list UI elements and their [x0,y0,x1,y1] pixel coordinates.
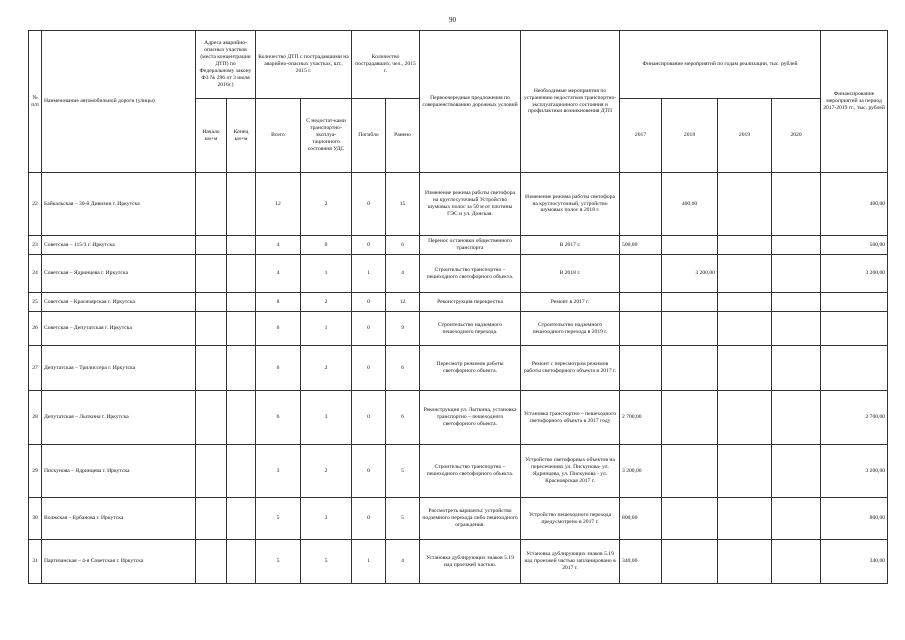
cell-total: 3 [256,445,301,498]
cell-total: 6 [256,391,301,445]
cell-num: 28 [29,391,42,445]
cell-2020 [772,312,821,346]
cell-2017: 340,00 [620,540,662,584]
cell-2018 [662,391,718,445]
cell-2018 [662,312,718,346]
cell-2017: 3 200,00 [620,445,662,498]
cell-priority: Изменение режима работы светофора на круглосуточный Устройство шумовых полос за 50 м от плотины ГЭС и ул. Донская. [420,173,521,236]
header-funding-total: Финансирование мероприятий за период 2017-2019 гг., тыс. рублей [821,31,888,173]
cell-2017 [620,312,662,346]
cell-end [227,236,256,255]
header-dtp-uds: С недостат-ками транспортно-эксплуа-тационного состояния УДС [301,99,352,173]
table-row [29,173,888,236]
cell-measures: Ремонт в 2017 г. [521,293,620,312]
cell-total: 12 [256,173,301,236]
header-start: Начало км+м [196,99,227,173]
cell-start [196,498,227,540]
cell-uds: 2 [301,445,352,498]
cell-sum: 400,00 [821,173,888,236]
cell-road: Советская – Красноярская г. Иркутска [42,293,196,312]
table-row [29,293,888,312]
cell-uds: 3 [301,391,352,445]
cell-num: 24 [29,255,42,293]
cell-start [196,293,227,312]
cell-sum [821,293,888,312]
cell-priority: Пересмотр режимов работы светофорного объекта. [420,346,521,391]
cell-sum: 340,00 [821,540,888,584]
cell-end [227,312,256,346]
cell-uds: 0 [301,236,352,255]
cell-killed: 1 [352,255,386,293]
cell-priority: Рассмотреть варианты: устройство подземного перехода либо пешеходного ограждения. [420,498,521,540]
cell-2020 [772,540,821,584]
cell-2020 [772,236,821,255]
table-row [29,236,888,255]
cell-injured: 5 [386,445,420,498]
cell-injured: 6 [386,236,420,255]
cell-2017: 2 700,00 [620,391,662,445]
cell-measures: Ремонт с пересмотром режимов работы светофорного объекта в 2017 г. [521,346,620,391]
cell-num: 23 [29,236,42,255]
cell-injured: 5 [386,498,420,540]
header-2018: 2018 [662,99,718,173]
cell-priority: Строительство надземного пешеходного перехода. [420,312,521,346]
cell-road: Советская – 115/3 г. Иркутска [42,236,196,255]
header-dtp-count: Количество ДТП с пострадавшими на аварийно-опасных участках, шт., 2015 г. [256,31,352,99]
cell-2019 [718,391,772,445]
cell-sum: 2 700,00 [821,391,888,445]
road-safety-table [28,30,888,584]
cell-killed: 1 [352,540,386,584]
cell-2018 [662,236,718,255]
header-2017: 2017 [620,99,662,173]
cell-num: 22 [29,173,42,236]
cell-2018: 3 200,00 [662,255,718,293]
cell-2019 [718,312,772,346]
table-row [29,312,888,346]
cell-priority: Строительство транспортно – пешеходного светофорного объекта. [420,255,521,293]
cell-killed: 0 [352,498,386,540]
cell-uds: 5 [301,540,352,584]
header-dtp-total: Всего [256,99,301,173]
cell-num: 31 [29,540,42,584]
cell-sum [821,312,888,346]
table-row [29,346,888,391]
cell-uds: 1 [301,312,352,346]
cell-num: 30 [29,498,42,540]
cell-road: Депутатская – Лыткина г. Иркутска [42,391,196,445]
cell-sum [821,346,888,391]
cell-priority: Реконструкция ул. Лыткина, установка транспортно – пешеходного светофорного объекта. [420,391,521,445]
cell-measures: Установка дублирующих знаков 5.19 над проезжей частью запланировано в 2017 г. [521,540,620,584]
cell-injured: 4 [386,255,420,293]
cell-killed: 0 [352,312,386,346]
cell-2017: 800,00 [620,498,662,540]
cell-start [196,236,227,255]
cell-uds: 3 [301,498,352,540]
cell-priority: Строительство транспортно – пешеходного светофорного объекта. [420,445,521,498]
cell-priority: Установка дублирующих знаков 5.19 над проезжей частью. [420,540,521,584]
cell-total: 5 [256,540,301,584]
cell-2018 [662,445,718,498]
cell-killed: 0 [352,346,386,391]
cell-2017 [620,255,662,293]
cell-measures: В 2018 г. [521,255,620,293]
cell-end [227,391,256,445]
cell-2019 [718,445,772,498]
cell-killed: 0 [352,173,386,236]
table-row [29,255,888,293]
cell-road: Волжская – Ербанова г. Иркутска [42,498,196,540]
cell-2020 [772,498,821,540]
cell-priority: Реконструкция перекрестка [420,293,521,312]
cell-injured: 15 [386,173,420,236]
cell-total: 8 [256,293,301,312]
cell-2018 [662,540,718,584]
cell-uds: 2 [301,346,352,391]
cell-measures: В 2017 г. [521,236,620,255]
cell-start [196,173,227,236]
cell-measures: Устройство пешеходного перехода предусмотрено в 2017 г. [521,498,620,540]
cell-2017 [620,293,662,312]
header-2019: 2019 [718,99,772,173]
cell-2019 [718,255,772,293]
cell-2019 [718,540,772,584]
header-killed: Погибло [352,99,386,173]
cell-end [227,498,256,540]
cell-2020 [772,391,821,445]
cell-2020 [772,445,821,498]
header-road: Наименование автомобильной дороги (улицы) [42,31,196,173]
cell-2017 [620,173,662,236]
page-number: 90 [449,16,456,24]
header-injured: Ранено [386,99,420,173]
cell-road: Советская – Депутатская г. Иркутска [42,312,196,346]
cell-total: 6 [256,312,301,346]
cell-2017: 500,00 [620,236,662,255]
header-victims: Количество пострадавших, чел., 2015 г. [352,31,420,99]
cell-measures: Изменение режима работы светофора на круглосуточный, устройство шумовых полос в 2018 г. [521,173,620,236]
cell-num: 27 [29,346,42,391]
cell-2019 [718,498,772,540]
cell-injured: 9 [386,312,420,346]
cell-uds: 1 [301,255,352,293]
cell-priority: Перенос остановки общественного транспорта [420,236,521,255]
cell-sum: 3 200,00 [821,445,888,498]
cell-total: 4 [256,255,301,293]
table-row [29,540,888,584]
header-end: Конец км+м [227,99,256,173]
cell-killed: 0 [352,236,386,255]
cell-start [196,255,227,293]
cell-2019 [718,293,772,312]
header-priority: Первоочередные предложения по совершенствованию дорожных условий [420,31,521,173]
cell-killed: 0 [352,445,386,498]
cell-road: Депутатская – Трилиссера г. Иркутска [42,346,196,391]
cell-sum: 800,00 [821,498,888,540]
header-measures: Необходимые мероприятия по устранению недостатков транспортно-эксплуатационного состояния и профилактики возникновения ДТП [521,31,620,173]
header-2020: 2020 [772,99,821,173]
cell-start [196,445,227,498]
cell-num: 25 [29,293,42,312]
cell-injured: 12 [386,293,420,312]
header-funding-years: Финансирование мероприятий по годам реализации, тыс. рублей [620,31,821,99]
cell-num: 29 [29,445,42,498]
cell-start [196,391,227,445]
cell-sum: 500,00 [821,236,888,255]
cell-num: 26 [29,312,42,346]
cell-end [227,540,256,584]
cell-2019 [718,346,772,391]
cell-road: Байкальская – 30-й Дивизии г. Иркутска [42,173,196,236]
table-row [29,498,888,540]
cell-measures: Установка транспортно – пешеходного светофорного объекта в 2017 году [521,391,620,445]
cell-sum: 3 200,00 [821,255,888,293]
cell-start [196,346,227,391]
cell-2018 [662,498,718,540]
cell-end [227,445,256,498]
cell-2018 [662,346,718,391]
cell-road: Партизанская – 4-я Советская г. Иркутска [42,540,196,584]
cell-road: Советская – Ядринцева г. Иркутска [42,255,196,293]
cell-start [196,540,227,584]
cell-killed: 0 [352,391,386,445]
cell-2020 [772,293,821,312]
cell-2018: 400,00 [662,173,718,236]
cell-2019 [718,173,772,236]
cell-injured: 6 [386,346,420,391]
cell-killed: 0 [352,293,386,312]
cell-end [227,173,256,236]
cell-start [196,312,227,346]
header-address: Адреса аварийно-опасных участков (места концентрации ДТП) по Федеральному закону ФЗ № 296 от 3 июля 2016г.) [196,31,256,99]
header-num: № п/п [29,31,42,173]
cell-total: 4 [256,236,301,255]
cell-end [227,346,256,391]
cell-measures: Строительство надземного пешеходного перехода в 2019 г. [521,312,620,346]
cell-total: 6 [256,346,301,391]
cell-injured: 6 [386,391,420,445]
cell-injured: 4 [386,540,420,584]
cell-2020 [772,255,821,293]
cell-uds: 2 [301,293,352,312]
table-row [29,445,888,498]
cell-2020 [772,346,821,391]
cell-measures: Устройство светофорных объектов на пересечениях ул. Пискунова- ул. Ядринцева, ул. Пискунова - ул. Красноярская 2017 г. [521,445,620,498]
cell-2020 [772,173,821,236]
cell-end [227,255,256,293]
cell-2019 [718,236,772,255]
cell-2017 [620,346,662,391]
table-row [29,391,888,445]
cell-end [227,293,256,312]
cell-uds: 2 [301,173,352,236]
cell-total: 5 [256,498,301,540]
cell-2018 [662,293,718,312]
cell-road: Пискунова – Ядринцева г. Иркутска [42,445,196,498]
